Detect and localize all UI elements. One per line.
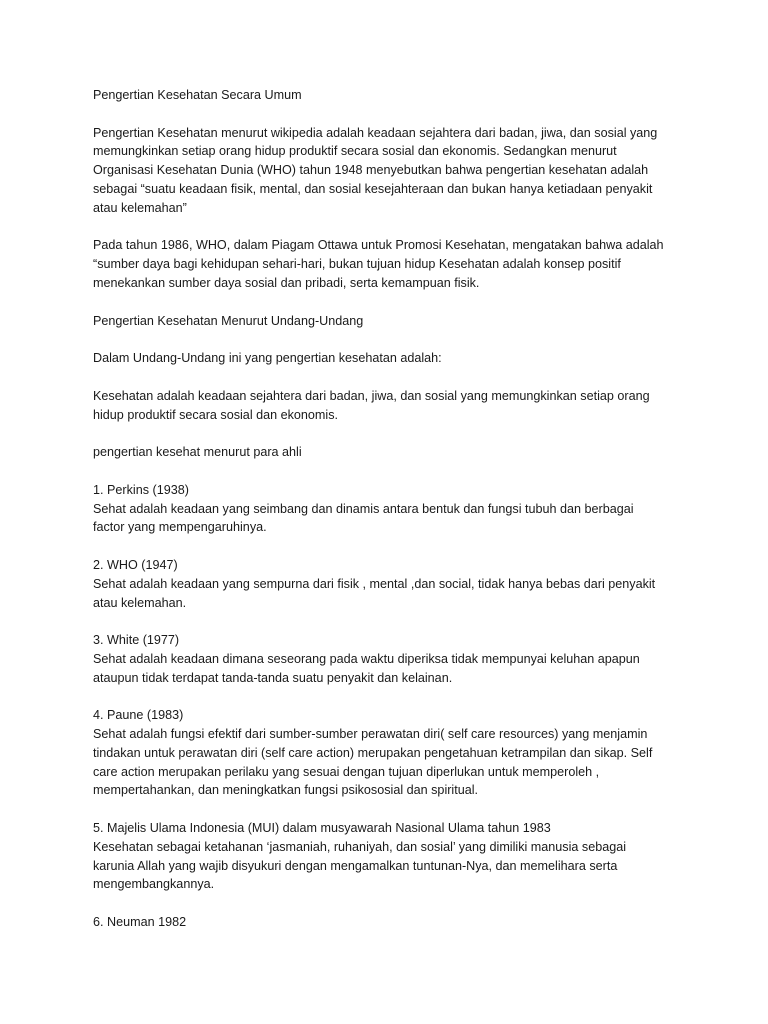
- text-line: Dalam Undang-Undang ini yang pengertian kesehatan adalah:: [93, 351, 442, 366]
- spacer: [93, 894, 693, 913]
- section-heading: pengertian kesehat menurut para ahli: [93, 445, 302, 460]
- text-line: Kesehatan sebagai ketahanan ‘jasmaniah, ruhaniyah, dan sosial’ yang dimiliki manusia sebagai: [93, 839, 627, 854]
- text-line: atau kelemahan.: [93, 595, 187, 610]
- expert-entry: [93, 706, 693, 800]
- expert-title: 6. Neuman 1982: [93, 915, 187, 930]
- paragraph: [93, 236, 693, 292]
- section-heading: Pengertian Kesehatan Secara Umum: [93, 88, 302, 102]
- spacer: [93, 218, 693, 237]
- text-line: Pada tahun 1986, WHO, dalam Piagam Ottawa untuk Promosi Kesehatan, mengatakan bahwa adalah: [93, 238, 664, 253]
- expert-title: 2. WHO (1947): [93, 557, 178, 572]
- text-line: menekankan sumber daya sosial dan pribadi, serta kemampuan fisik.: [93, 275, 480, 290]
- text-line: atau kelemahan”: [93, 200, 187, 215]
- spacer: [93, 462, 693, 481]
- spacer: [93, 537, 693, 556]
- text-line: “sumber daya bagi kehidupan sehari-hari, bukan tujuan hidup Kesehatan adalah konsep positif: [93, 257, 621, 272]
- text-line: Sehat adalah keadaan dimana seseorang pada waktu diperiksa tidak mempunyai keluhan apapun: [93, 651, 640, 666]
- text-line: Organisasi Kesehatan Dunia (WHO) tahun 1948 menyebutkan bahwa pengertian kesehatan adalah: [93, 163, 649, 178]
- spacer: [93, 424, 693, 443]
- text-line: karunia Allah yang wajib disyukuri dengan mengamalkan tuntunan-Nya, dan memelihara serta: [93, 858, 618, 873]
- text-line: care action merupakan perilaku yang sesuai dengan tujuan diperlukan untuk memperoleh ,: [93, 764, 600, 779]
- text-line: sebagai “suatu keadaan fisik, mental, dan sosial kesejahteraan dan bukan hanya ketiadaan penyakit: [93, 181, 653, 196]
- expert-entry: [93, 481, 693, 537]
- spacer: [93, 105, 693, 124]
- text-line: hidup produktif secara sosial dan ekonomis.: [93, 407, 339, 422]
- document-page: [93, 86, 693, 932]
- expert-title: 1. Perkins (1938): [93, 482, 189, 497]
- expert-title: 3. White (1977): [93, 633, 180, 648]
- expert-entry: [93, 913, 693, 932]
- spacer: [93, 612, 693, 631]
- paragraph: [93, 124, 693, 218]
- spacer: [93, 688, 693, 707]
- text-line: Kesehatan adalah keadaan sejahtera dari badan, jiwa, dan sosial yang memungkinkan setiap orang: [93, 388, 650, 403]
- text-line: tindakan untuk perawatan diri (self care action) merupakan pengetahuan ketrampilan dan sikap. Self: [93, 745, 653, 760]
- spacer: [93, 293, 693, 312]
- text-line: mengembangkannya.: [93, 877, 215, 892]
- paragraph: [93, 387, 693, 425]
- text-line: mempertahankan, dan meningkatkan fungsi psikososial dan spiritual.: [93, 783, 479, 798]
- spacer: [93, 330, 693, 349]
- text-line: Sehat adalah keadaan yang sempurna dari fisik , mental ,dan social, tidak hanya bebas dari penyakit: [93, 576, 656, 591]
- text-line: Sehat adalah keadaan yang seimbang dan dinamis antara bentuk dan fungsi tubuh dan berbagai: [93, 501, 634, 516]
- text-line: Pengertian Kesehatan menurut wikipedia adalah keadaan sejahtera dari badan, jiwa, dan sosial yang: [93, 125, 658, 140]
- text-line: memungkinkan setiap orang hidup produktif secara sosial dan ekonomis. Sedangkan menurut: [93, 144, 617, 159]
- expert-entry: [93, 556, 693, 612]
- spacer: [93, 368, 693, 387]
- expert-entry: [93, 819, 693, 894]
- expert-title: 4. Paune (1983): [93, 708, 184, 723]
- paragraph: [93, 349, 693, 368]
- spacer: [93, 800, 693, 819]
- text-line: factor yang mempengaruhinya.: [93, 520, 267, 535]
- text-line: Sehat adalah fungsi efektif dari sumber-sumber perawatan diri( self care resources) yang menjamin: [93, 727, 648, 742]
- section-heading: Pengertian Kesehatan Menurut Undang-Undang: [93, 313, 364, 328]
- expert-title: 5. Majelis Ulama Indonesia (MUI) dalam musyawarah Nasional Ulama tahun 1983: [93, 821, 551, 836]
- text-line: ataupun tidak terdapat tanda-tanda suatu penyakit dan kelainan.: [93, 670, 453, 685]
- expert-entry: [93, 631, 693, 687]
